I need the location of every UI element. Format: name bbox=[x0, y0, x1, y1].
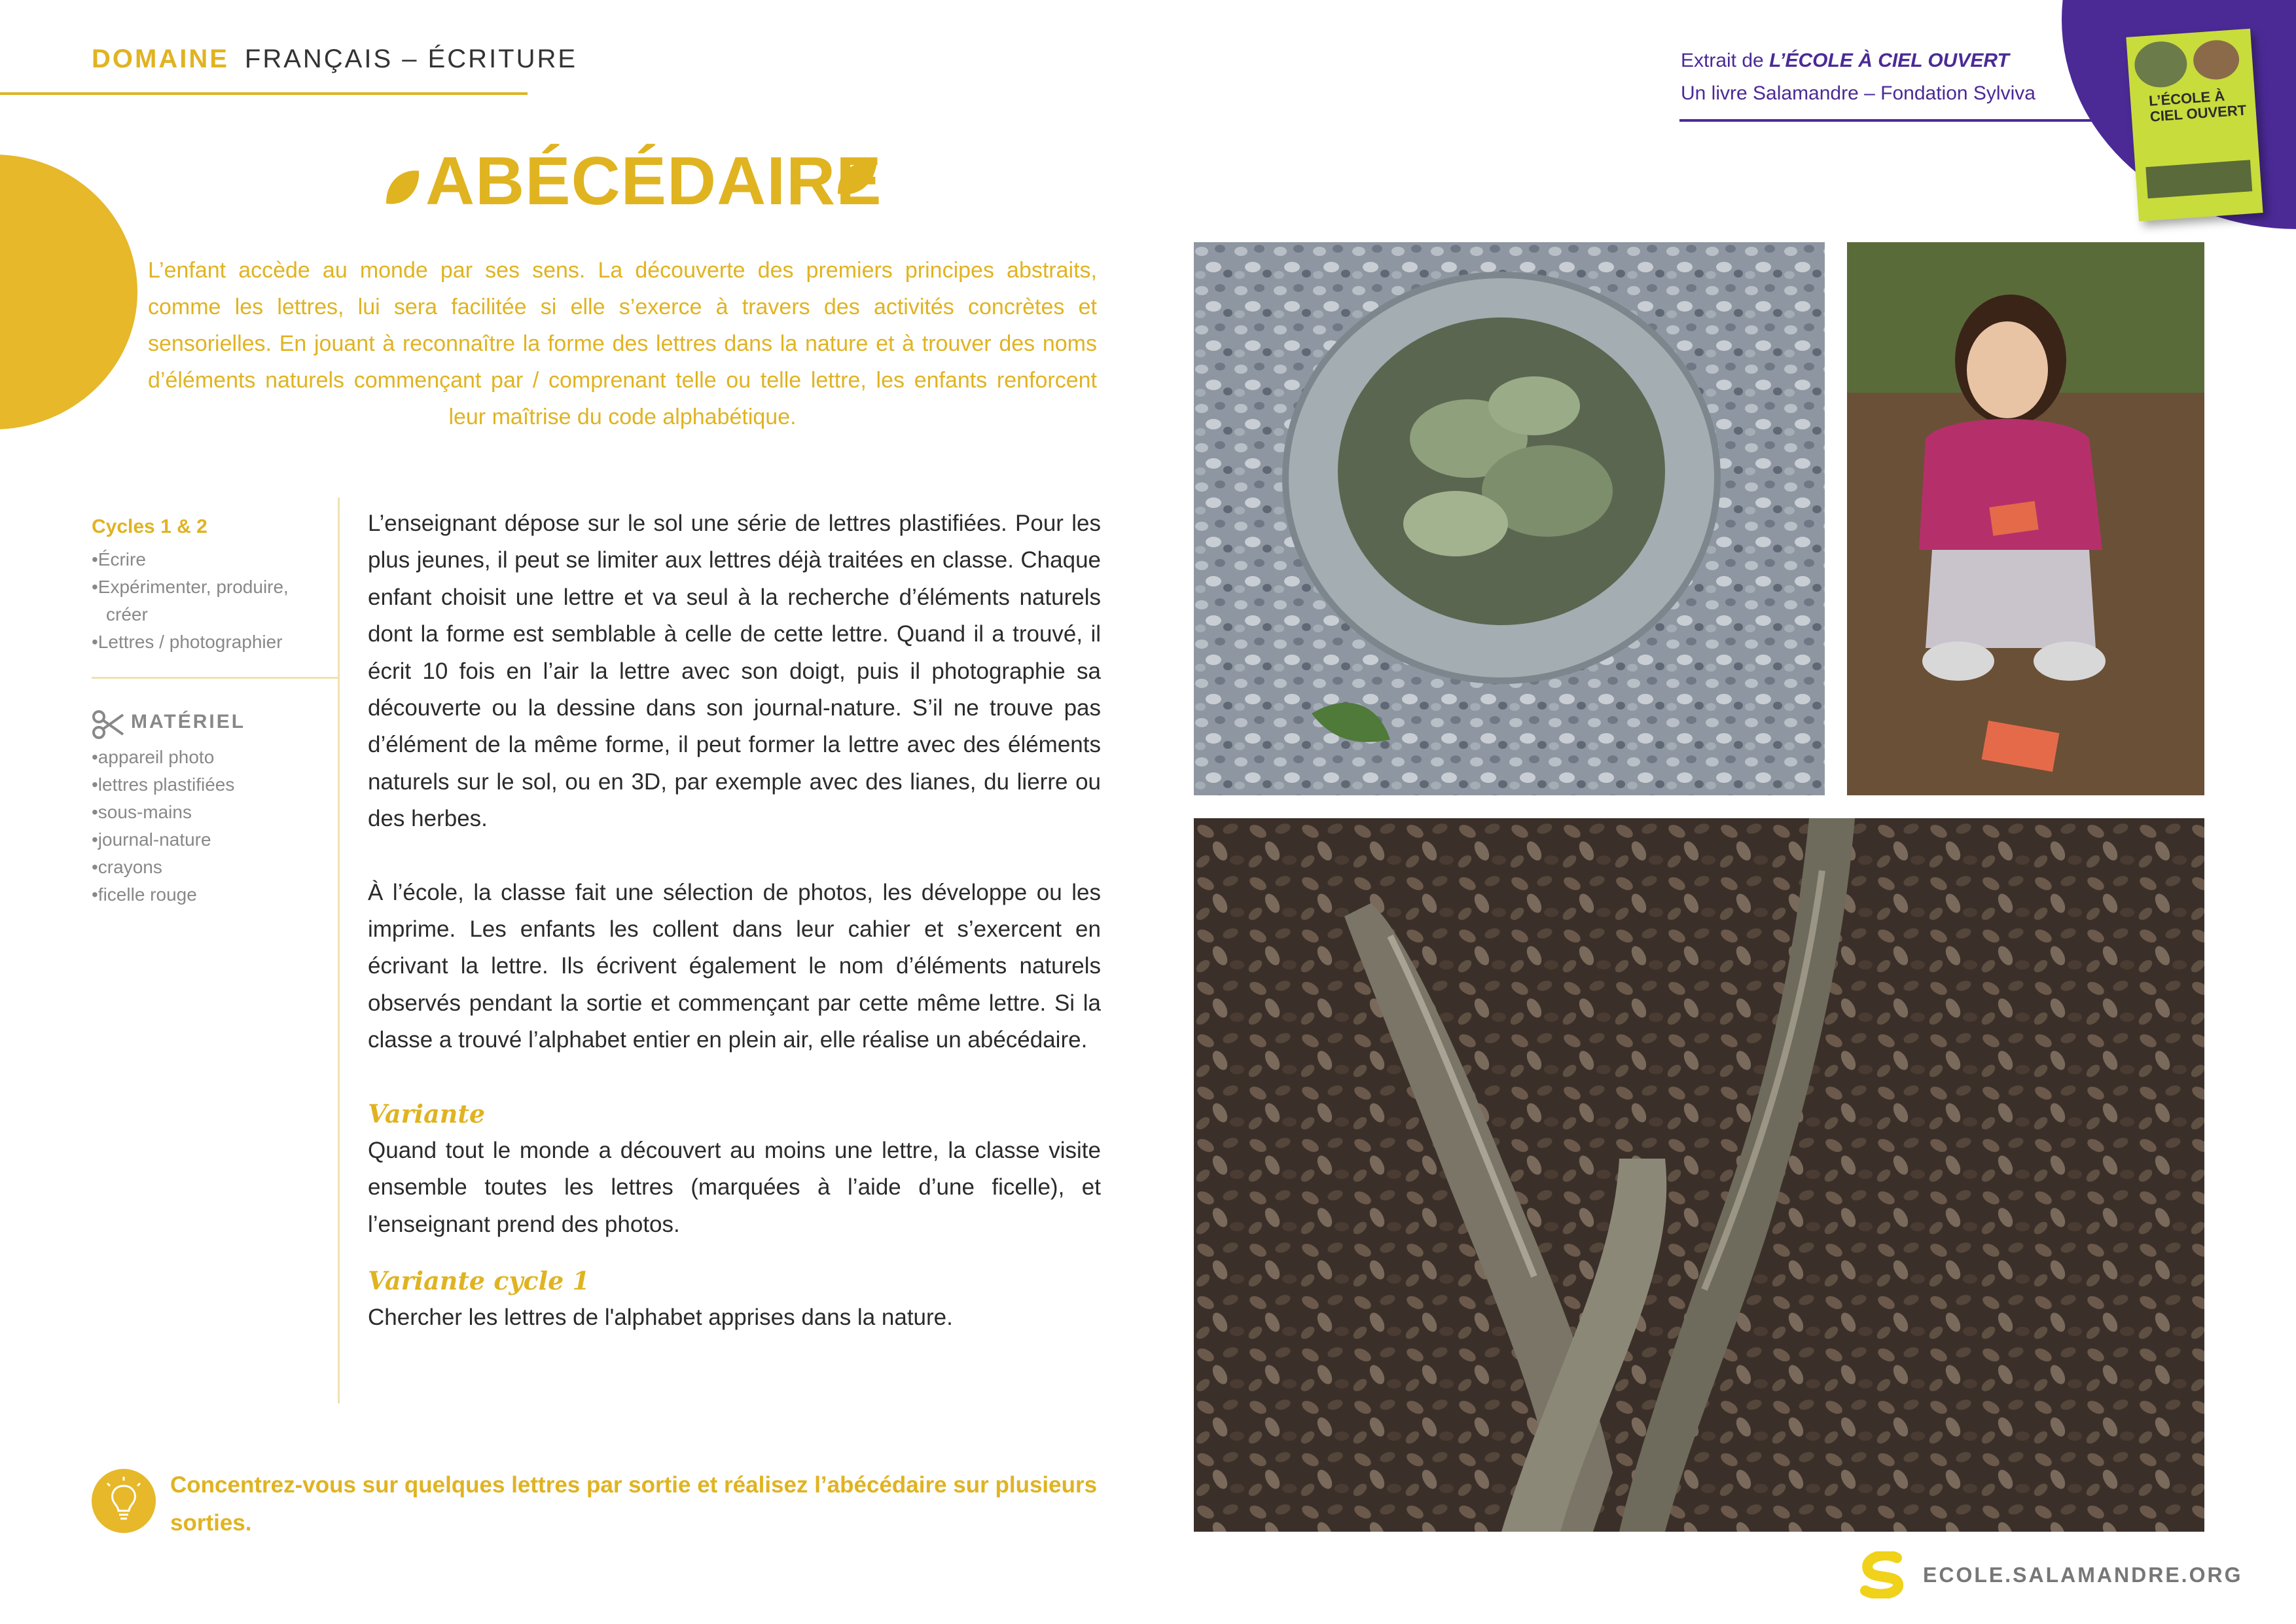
list-item: •lettres plastifiées bbox=[92, 774, 235, 795]
list-item: •sous-mains bbox=[92, 802, 192, 822]
list-item: •ficelle rouge bbox=[92, 884, 197, 905]
book-cover-title: L’ÉCOLE À CIEL OUVERT bbox=[2148, 87, 2247, 125]
variant-cycle1-heading: Variante cycle 1 bbox=[368, 1265, 590, 1295]
tip-text: Concentrez-vous sur quelques lettres par sortie et réalisez l’abécédaire sur plusieurs sorties. bbox=[170, 1472, 1098, 1536]
credit-underline bbox=[1679, 119, 2125, 122]
domain-header bbox=[92, 45, 577, 74]
list-item: •Écrire bbox=[92, 549, 146, 569]
column-divider bbox=[338, 497, 340, 1403]
list-item: •appareil photo bbox=[92, 747, 215, 767]
leaf-left-icon bbox=[386, 171, 419, 204]
intro-paragraph: L’enfant accède au monde par ses sens. La découverte des premiers principes abstraits, comme les lettres, lui sera facilitée si elle s’exerce à travers des activités concrètes et sensorielles. En jouant à reconnaître la forme des lettres dans la nature et à trouver des noms d’éléments naturels commençant par / comprenant telle ou telle lettre, les enfants renforcent leur maîtrise du code alphabétique. bbox=[148, 258, 1097, 429]
domain-label: DOMAINE bbox=[92, 45, 229, 73]
body-paragraph-1: L’enseignant dépose sur le sol une série de lettres plastifiées. Pour les plus jeunes, il peut se limiter aux lettres déjà traitées en classe. Chaque enfant choisit une lettre et va seul à la recherche d’éléments naturels dont la forme est semblable à celle de cette lettre. Quand il a trouvé, il écrit 10 fois en l’air la lettre avec son doigt, puis il photographie sa découverte ou la dessine dans son journal-nature. S’il ne trouve pas d’élément de la même forme, il peut former la lettre avec des éléments naturels sur le sol, ou en 3D, par exemple avec des lianes, du lierre ou des herbes. bbox=[368, 511, 1101, 832]
photo-stone-ring-o bbox=[1194, 242, 1825, 795]
lightbulb-icon bbox=[92, 1469, 156, 1533]
photo-child-letter bbox=[1847, 242, 2204, 795]
credit-book-title: L’ÉCOLE À CIEL OUVERT bbox=[1769, 50, 2009, 71]
variant-cycle1-text: Chercher les lettres de l'alphabet apprises dans la nature. bbox=[368, 1304, 953, 1330]
tip-icon-circle bbox=[92, 1469, 156, 1533]
cycles-title: Cycles 1 & 2 bbox=[92, 516, 207, 537]
photo-roots-letter-v bbox=[1194, 818, 2204, 1532]
scissors-icon bbox=[92, 708, 124, 741]
footer-url[interactable]: ECOLE.SALAMANDRE.ORG bbox=[1923, 1563, 2243, 1587]
domain-value: FRANÇAIS – ÉCRITURE bbox=[244, 45, 578, 73]
book-cover-image bbox=[2126, 29, 2263, 222]
credit-prefix: Extrait de bbox=[1681, 50, 1764, 71]
page-title: ABÉCÉDAIRE bbox=[425, 143, 882, 219]
list-item: •Expérimenter, produire, créer bbox=[92, 577, 289, 624]
list-item: •journal-nature bbox=[92, 829, 211, 850]
materiel-title: MATÉRIEL bbox=[131, 711, 246, 732]
salamandre-logo-icon bbox=[1851, 1551, 1914, 1598]
variant-heading: Variante bbox=[368, 1098, 486, 1128]
cycles-list bbox=[92, 546, 327, 656]
list-item: •Lettres / photographier bbox=[92, 632, 283, 652]
book-credit bbox=[1681, 45, 2047, 110]
materiel-list bbox=[92, 744, 327, 909]
yellow-circle-decoration bbox=[0, 154, 137, 429]
sidebar-divider bbox=[92, 677, 338, 679]
main-text bbox=[368, 505, 1101, 1336]
header-underline bbox=[0, 92, 528, 95]
credit-publisher: Un livre Salamandre – Fondation Sylviva bbox=[1681, 82, 2036, 104]
list-item: •crayons bbox=[92, 857, 162, 877]
body-paragraph-2: À l’école, la classe fait une sélection de photos, les développe ou les imprime. Les enfants les collent dans leur cahier et s’exercent en écrivant la lettre. Ils écrivent également le nom d’éléments naturels observés pendant la sortie et commençant par cette même lettre. Si la classe a trouvé l’alphabet entier en plein air, elle réalise un abécédaire. bbox=[368, 879, 1101, 1053]
variant-text: Quand tout le monde a découvert au moins une lettre, la classe visite ensemble toutes les lettres (marquées à l’aide d’une ficelle), et l’enseignant prend des photos. bbox=[368, 1137, 1101, 1237]
